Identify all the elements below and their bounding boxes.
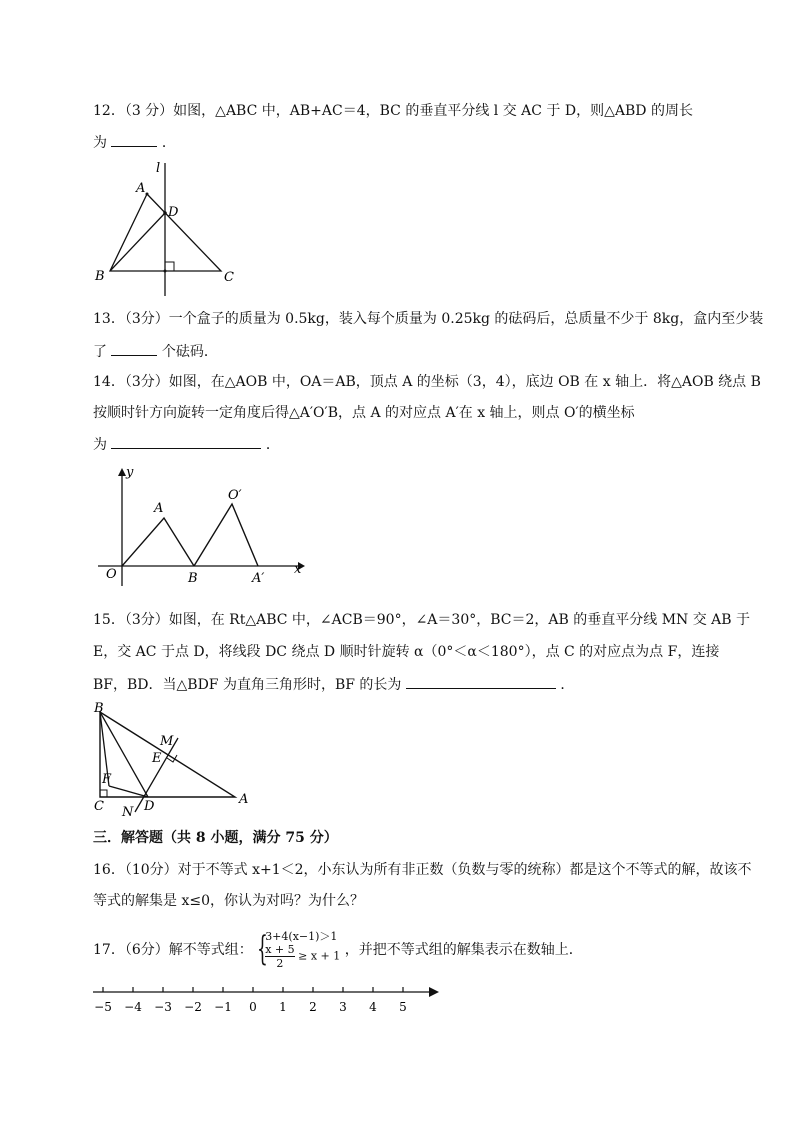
label-d: D (168, 205, 179, 220)
q12-figure (90, 158, 250, 298)
q15-line3 (93, 674, 574, 695)
q16-line1: 16．（10分）对于不等式 x+1＜2，小东认为所有非正数（负数与零的统称）都是这个不等式的解，故该不 (93, 862, 752, 878)
q15-prefix: BF，BD．当△BDF 为直角三角形时，BF 的长为 (93, 677, 402, 693)
q14-line3 (93, 434, 280, 455)
triangle-abc (100, 712, 235, 797)
number-line-label: −1 (214, 1000, 232, 1014)
label-f: F (102, 772, 112, 787)
q13-prefix: 了 (93, 344, 107, 360)
q15-line1: 15．（3分）如图，在 Rt△ABC 中，∠ACB＝90°，∠A＝30°，BC＝2，AB 的垂直平分线 MN 交 AB 于 (93, 612, 751, 628)
y-axis-arrow (118, 468, 126, 476)
number-line-label: 3 (339, 1000, 347, 1014)
inequality-2 (265, 943, 340, 970)
q12-line1: 12．（3 分）如图，△ABC 中，AB+AC＝4，BC 的垂直平分线 l 交 AC 于 D，则△ABD 的周长 (93, 103, 693, 119)
q15-line2: E，交 AC 于点 D，将线段 DC 绕点 D 顺时针旋转 α（0°＜α＜180°），点 C 的对应点为点 F，连接 (93, 644, 720, 660)
label-b: B (95, 269, 105, 284)
fraction-numerator: x + 5 (265, 943, 295, 956)
label-o-prime: O′ (228, 488, 242, 503)
label-a-prime: A′ (252, 571, 265, 586)
q13-suffix: 个砝码． (161, 344, 218, 360)
line-mn (135, 738, 178, 812)
number-line-label: −2 (184, 1000, 202, 1014)
inequality-system (257, 930, 340, 970)
label-a: A (239, 792, 249, 807)
section-3-title: 三．解答题（共 8 小题，满分 75 分） (93, 830, 338, 846)
label-m: M (160, 734, 174, 749)
number-line-arrow (429, 987, 439, 997)
label-b: B (188, 571, 198, 586)
label-l: l (156, 161, 161, 176)
label-x: x (294, 562, 302, 577)
inequality-2-rest: ≥ x + 1 (298, 949, 341, 963)
fraction-denominator: 2 (276, 957, 284, 970)
point-a (146, 193, 149, 196)
point-foot (164, 270, 167, 273)
q17-line (93, 930, 583, 970)
number-line[interactable] (93, 982, 443, 1022)
q12-line2 (93, 132, 176, 153)
q14-line2: 按顺时针方向旋转一定角度后得△A′O′B，点 A 的对应点 A′在 x 轴上，则点 O′的横坐标 (93, 405, 635, 421)
q15-answer-blank[interactable] (406, 674, 556, 689)
q14-figure (98, 466, 308, 591)
q12-answer-blank[interactable] (111, 132, 157, 147)
label-c: C (224, 270, 234, 285)
q15-suffix: ． (560, 677, 575, 693)
q13-line2 (93, 341, 218, 362)
label-c: C (94, 799, 104, 814)
label-d: D (144, 799, 155, 814)
q14-prefix: 为 (93, 437, 107, 453)
label-a: A (154, 501, 164, 516)
label-n: N (122, 805, 134, 820)
q12-prefix: 为 (93, 135, 107, 151)
q17-suffix: ，并把不等式组的解集表示在数轴上． (344, 942, 583, 958)
number-line-label: −3 (154, 1000, 172, 1014)
point-d (163, 211, 167, 215)
right-angle-mark (165, 262, 174, 271)
right-angle-e (167, 755, 177, 762)
label-b: B (94, 701, 104, 716)
label-e: E (152, 751, 162, 766)
label-y: y (126, 465, 134, 480)
triangle-a2o2b (194, 504, 258, 566)
q12-suffix: ． (161, 135, 176, 151)
right-angle-c (100, 790, 107, 797)
number-line-label: −5 (94, 1000, 112, 1014)
q13-answer-blank[interactable] (111, 341, 157, 356)
number-line-label: 0 (249, 1000, 257, 1014)
label-o: O (106, 567, 117, 582)
number-line-label: 5 (399, 1000, 407, 1014)
segment-bd (110, 213, 165, 271)
number-line-label: 1 (279, 1000, 287, 1014)
number-line-label: 2 (309, 1000, 317, 1014)
q13-line1: 13．（3分）一个盒子的质量为 0.5kg，装入每个质量为 0.25kg 的砝码后，总质量不少于 8kg，盒内至少装 (93, 311, 764, 327)
triangle-aob (122, 518, 194, 566)
inequality-1: 3+4(x−1)＞1 (265, 930, 338, 943)
q14-suffix: ． (265, 437, 280, 453)
q15-figure (90, 702, 260, 822)
q17-prefix: 17．（6分）解不等式组： (93, 942, 253, 958)
fraction (265, 943, 294, 970)
number-line-label: 4 (369, 1000, 377, 1014)
q16-line2: 等式的解集是 x≤0，你认为对吗？为什么？ (93, 893, 364, 909)
label-a: A (136, 181, 146, 196)
q14-line1: 14．（3分）如图，在△AOB 中，OA＝AB，顶点 A 的坐标（3，4），底边 OB 在 x 轴上．将△AOB 绕点 B (93, 374, 761, 390)
number-line-label: −4 (124, 1000, 142, 1014)
q14-answer-blank[interactable] (111, 434, 261, 449)
brace: { (257, 929, 269, 969)
